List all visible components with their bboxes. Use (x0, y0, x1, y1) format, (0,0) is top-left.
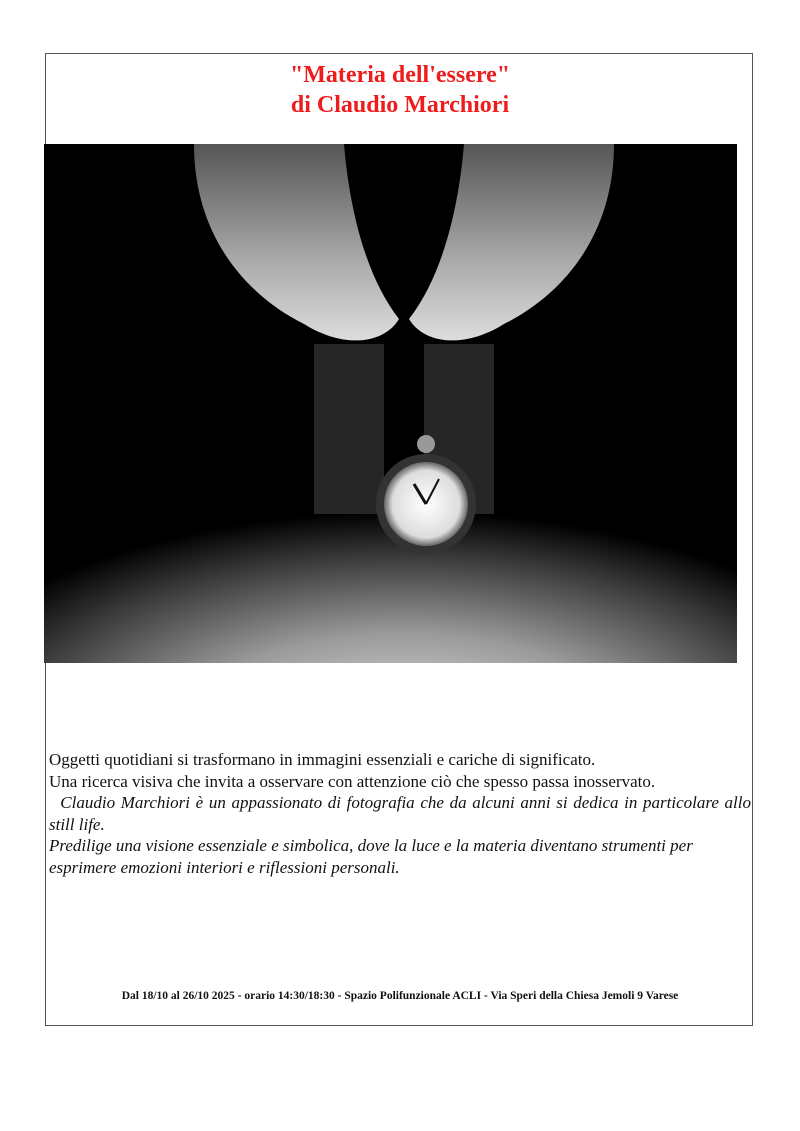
exhibition-photo (44, 144, 737, 663)
hands-sand-watch-image (44, 144, 737, 663)
description (49, 749, 756, 878)
description-line-2: Una ricerca visiva che invita a osservare con attenzione ciò che spesso passa inosservato. (49, 771, 656, 791)
title-line-1: "Materia dell'essere" (289, 62, 511, 88)
event-info: Dal 18/10 al 26/10 2025 - orario 14:30/18:30 - Spazio Polifunzionale ACLI - Via Speri della Chiesa Jemoli 9 Varese (121, 990, 679, 1002)
artist-bio: Claudio Marchiori è un appassionato di fotografia che da alcuni anni si dedica in particolare allo still life. (49, 793, 756, 834)
title-line-2: di Claudio Marchiori (290, 92, 510, 118)
description-line-1: Oggetti quotidiani si trasformano in immagini essenziali e cariche di significato. (49, 750, 596, 769)
artist-vision: Predilige una visione essenziale e simbolica, dove la luce e la materia diventano strumenti per esprimere emozioni interiori e riflessioni personali. (49, 836, 693, 877)
page-title (0, 60, 800, 120)
